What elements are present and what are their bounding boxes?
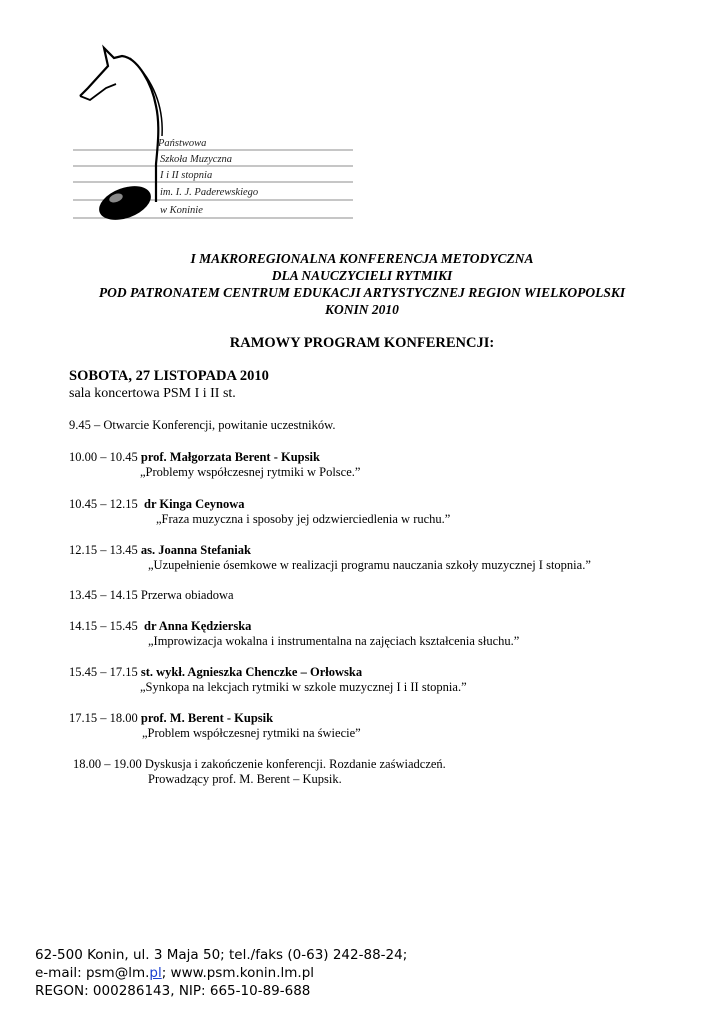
item-speaker: dr Anna Kędzierska (144, 619, 252, 633)
program-item-opening (69, 418, 335, 433)
title-line-1: I MAKROREGIONALNA KONFERENCJA METODYCZNA (190, 251, 534, 266)
item-topic: „Uzupełnienie ósemkowe w realizacji programu nauczania szkoły muzycznej I stopnia.” (148, 558, 591, 572)
item-topic: „Fraza muzyczna i sposoby jej odzwierciedlenia w ruchu.” (156, 512, 451, 526)
logo-line-5: w Koninie (160, 205, 203, 216)
item-topic: „Problemy współczesnej rytmiki w Polsce.” (140, 465, 361, 479)
footer-contacts (35, 964, 407, 982)
logo-line-1: Państwowa (158, 138, 207, 149)
program-item (69, 619, 251, 634)
item-topic: „Synkopa na lekcjach rytmiki w szkole muzycznej I i II stopnia.” (140, 680, 467, 694)
program-item (69, 711, 273, 726)
item-time: 13.45 – 14.15 Przerwa obiadowa (69, 588, 234, 602)
item-time: 18.00 – 19.00 Dyskusja i zakończenie konferencji. Rozdanie zaświadczeń. (73, 757, 446, 771)
item-time: 15.45 – 17.15 (69, 665, 138, 679)
item-speaker: as. Joanna Stefaniak (140, 543, 251, 557)
title-line-2: DLA NAUCZYCIELI RYTMIKI (271, 268, 453, 283)
item-time: 9.45 – Otwarcie Konferencji, powitanie uczestników. (69, 418, 336, 432)
item-speaker: prof. Małgorzata Berent - Kupsik (140, 450, 320, 464)
item-topic: Prowadzący prof. M. Berent – Kupsik. (148, 772, 342, 786)
item-speaker: dr Kinga Ceynowa (144, 497, 245, 511)
program-item (69, 497, 244, 512)
title-line-4: KONIN 2010 (325, 302, 399, 317)
item-topic: „Improwizacja wokalna i instrumentalna na zajęciach kształcenia słuchu.” (148, 634, 520, 648)
program-item (69, 543, 251, 558)
item-speaker: prof. M. Berent - Kupsik (140, 711, 274, 725)
program-item (69, 450, 320, 465)
item-time: 12.15 – 13.45 (69, 543, 138, 557)
item-speaker: st. wykł. Agnieszka Chenczke – Orłowska (140, 665, 363, 679)
contact-footer (35, 946, 407, 1000)
program-subtitle: RAMOWY PROGRAM KONFERENCJI: (229, 335, 495, 351)
school-logo (68, 44, 358, 224)
item-topic: „Problem współczesnej rytmiki na świecie” (142, 726, 361, 740)
program-item-closing (73, 757, 446, 772)
logo-line-3: I i II stopnia (160, 170, 213, 181)
program-venue: sala koncertowa PSM I i II st. (69, 386, 236, 401)
footer-website: ; www.psm.konin.lm.pl (161, 965, 315, 981)
logo-line-2: Szkoła Muzyczna (160, 154, 233, 165)
conference-title (0, 250, 724, 318)
item-time: 10.00 – 10.45 (69, 450, 138, 464)
email-link[interactable]: pl (149, 965, 162, 981)
logo-line-4: im. I. J. Paderewskiego (160, 187, 259, 198)
item-time: 17.15 – 18.00 (69, 711, 138, 725)
program-item (69, 665, 362, 680)
title-line-3: POD PATRONATEM CENTRUM EDUKACJI ARTYSTYCZNEJ REGION WIELKOPOLSKI (98, 285, 626, 300)
footer-address: 62-500 Konin, ul. 3 Maja 50; tel./faks (0-63) 242-88-24; (35, 947, 408, 963)
item-time: 14.15 – 15.45 (69, 619, 138, 633)
item-time: 10.45 – 12.15 (69, 497, 138, 511)
footer-regon: REGON: 000286143, NIP: 665-10-89-688 (35, 983, 311, 999)
program-date: SOBOTA, 27 LISTOPADA 2010 (69, 368, 269, 384)
footer-email: e-mail: psm@lm. (35, 965, 150, 981)
program-item-break (69, 588, 234, 603)
